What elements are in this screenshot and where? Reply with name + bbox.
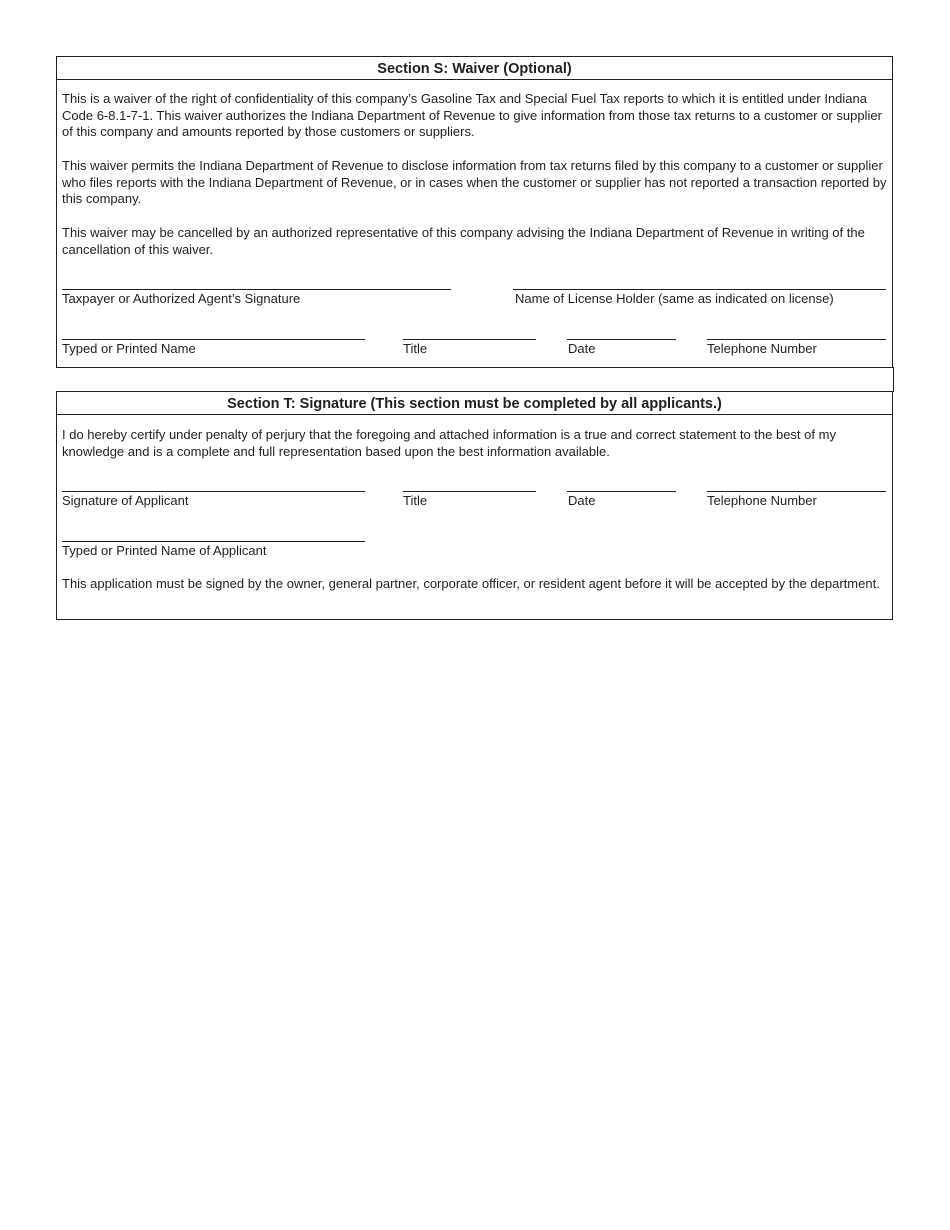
signing-notice: This application must be signed by the owner, general partner, corporate officer, or resident agent before it will be accepted by the department. bbox=[62, 576, 880, 591]
waiver-paragraph-1: This is a waiver of the right of confidentiality of this company’s Gasoline Tax and Special Fuel Tax reports to which it is entitled under Indiana Code 6-8.1-7-1. This waiver authorizes the Indiana Department of Revenue to give information from those tax returns to a customer or supplier of this company and amounts reported by those customers or suppliers. bbox=[62, 91, 882, 139]
applicant-telephone-field[interactable] bbox=[707, 491, 886, 510]
signature-line bbox=[62, 541, 365, 542]
signature-line bbox=[62, 491, 365, 492]
typed-name-field[interactable] bbox=[62, 339, 365, 358]
signature-line bbox=[567, 491, 676, 492]
typed-name-label: Typed or Printed Name bbox=[62, 341, 196, 356]
applicant-typed-name-field[interactable] bbox=[62, 541, 365, 560]
applicant-date-label: Date bbox=[568, 493, 596, 508]
applicant-typed-name-label: Typed or Printed Name of Applicant bbox=[62, 543, 267, 558]
section-s-title: Section S: Waiver (Optional) bbox=[57, 57, 892, 80]
date-label: Date bbox=[568, 341, 596, 356]
certification-paragraph: I do hereby certify under penalty of perjury that the foregoing and attached information is a true and correct statement to the best of my knowledge and is a complete and full representation based upon the best information available. bbox=[62, 427, 836, 459]
waiver-paragraph-3: This waiver may be cancelled by an authorized representative of this company advising the Indiana Department of Revenue in writing of the cancellation of this waiver. bbox=[62, 225, 865, 257]
section-s-waiver bbox=[56, 56, 893, 368]
waiver-paragraph-2: This waiver permits the Indiana Department of Revenue to disclose information from tax returns filed by this company to a customer or supplier who files reports with the Indiana Department of Revenue, or in cases when the customer or supplier has not reported a transaction reported by this company. bbox=[62, 158, 887, 206]
applicant-title-field[interactable] bbox=[403, 491, 536, 510]
title-field[interactable] bbox=[403, 339, 536, 358]
applicant-signature-label: Signature of Applicant bbox=[62, 493, 189, 508]
applicant-signature-field[interactable] bbox=[62, 491, 365, 510]
signature-line bbox=[707, 491, 886, 492]
agent-signature-field[interactable] bbox=[62, 289, 451, 308]
date-field[interactable] bbox=[567, 339, 676, 358]
license-holder-name-label: Name of License Holder (same as indicated on license) bbox=[515, 291, 834, 306]
signature-line bbox=[62, 289, 451, 290]
license-holder-name-field[interactable] bbox=[513, 289, 886, 308]
signature-line bbox=[403, 339, 536, 340]
applicant-telephone-label: Telephone Number bbox=[707, 493, 817, 508]
signature-line bbox=[62, 339, 365, 340]
agent-signature-label: Taxpayer or Authorized Agent’s Signature bbox=[62, 291, 301, 306]
signature-line bbox=[567, 339, 676, 340]
applicant-title-label: Title bbox=[403, 493, 428, 508]
telephone-field[interactable] bbox=[707, 339, 886, 358]
signature-line bbox=[403, 491, 536, 492]
section-divider bbox=[893, 367, 894, 392]
section-t-signature bbox=[56, 391, 893, 620]
applicant-date-field[interactable] bbox=[567, 491, 676, 510]
section-t-title: Section T: Signature (This section must be completed by all applicants.) bbox=[57, 392, 892, 415]
title-label: Title bbox=[403, 341, 428, 356]
signature-line bbox=[707, 339, 886, 340]
signature-line bbox=[513, 289, 886, 290]
telephone-label: Telephone Number bbox=[707, 341, 817, 356]
